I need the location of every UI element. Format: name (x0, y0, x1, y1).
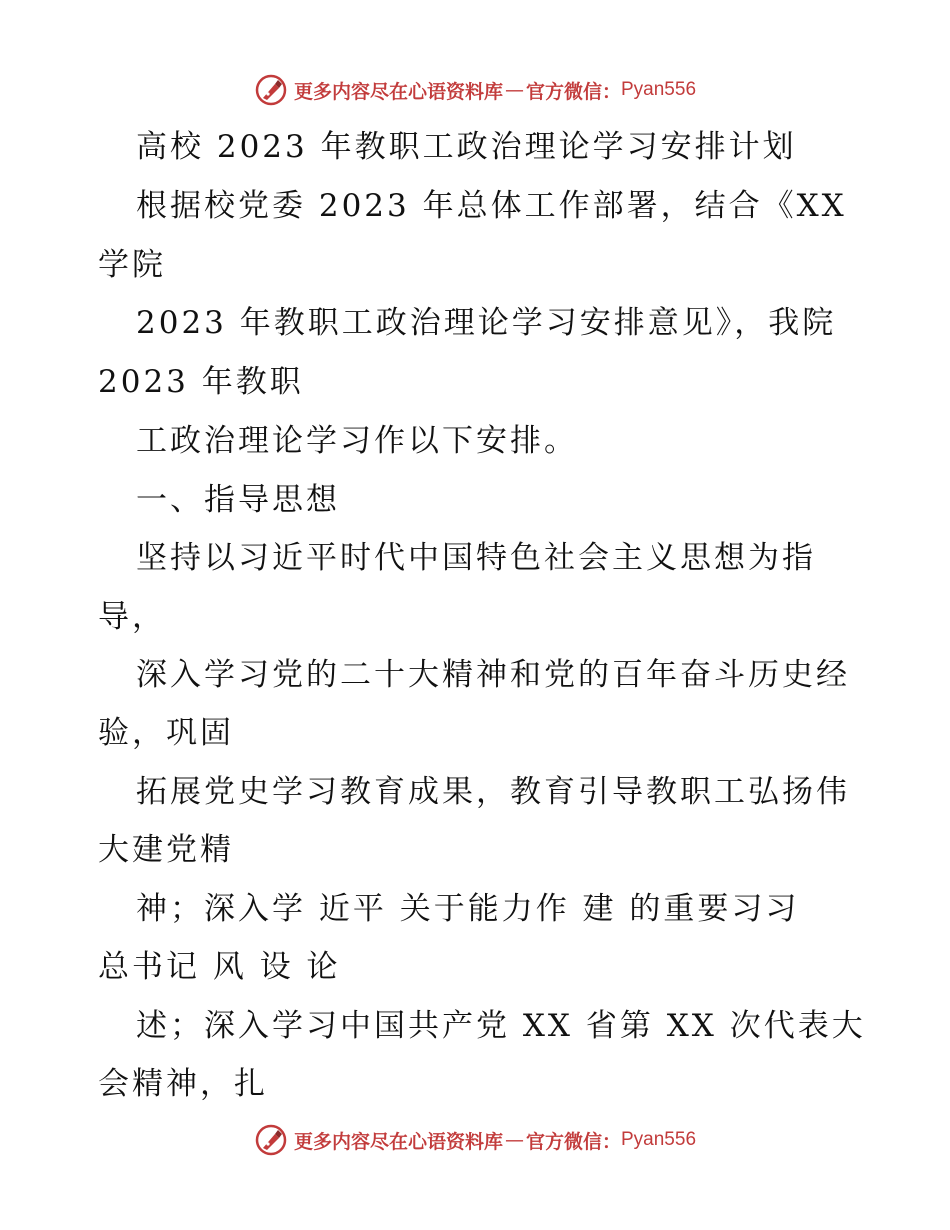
banner-wechat-id: Pyan556 (621, 1129, 697, 1150)
paragraph-line: 会精神，扎 (98, 1066, 268, 1102)
paragraph-line: 根据校党委 2023 年总体工作部署，结合《XX (136, 188, 847, 224)
paragraph-line: 大建党精 (98, 832, 234, 868)
banner-text (294, 1127, 696, 1154)
paragraph-line: 坚持以习近平时代中国特色社会主义思想为指 (136, 540, 816, 576)
banner-wechat-label: 官方微信： (525, 80, 621, 103)
banner-separator: — (504, 1129, 524, 1151)
paragraph-line: 2023 年教职工政治理论学习安排意见》，我院 (136, 305, 837, 341)
paragraph-line: 工政治理论学习作以下安排。 (136, 423, 578, 459)
paragraph-line: 2023 年教职 (98, 364, 304, 400)
paragraph-line: 导， (98, 599, 166, 635)
paragraph-line: 学院 (98, 247, 166, 283)
document-title: 高校 2023 年教职工政治理论学习安排计划 (136, 129, 797, 165)
header-banner (0, 70, 950, 110)
pen-nib-logo-icon (254, 1123, 288, 1157)
paragraph-line: 验，巩固 (98, 715, 234, 751)
footer-banner (0, 1120, 950, 1160)
section-heading: 一、指导思想 (136, 482, 340, 518)
paragraph-line: 总书记 风 设 论 (98, 949, 341, 985)
banner-separator: — (504, 79, 524, 101)
banner-wechat-id: Pyan556 (621, 79, 697, 100)
banner-main-text: 更多内容尽在心语资料库 (293, 80, 503, 103)
paragraph-line: 述；深入学习中国共产党 XX 省第 XX 次代表大 (136, 1008, 866, 1044)
paragraph-line: 神；深入学 近平 关于能力作 建 的重要习习 (136, 891, 800, 927)
banner-main-text: 更多内容尽在心语资料库 (293, 1130, 503, 1153)
banner-text (294, 77, 696, 104)
paragraph-line: 深入学习党的二十大精神和党的百年奋斗历史经 (136, 657, 850, 693)
paragraph-line: 拓展党史学习教育成果，教育引导教职工弘扬伟 (136, 774, 850, 810)
pen-nib-logo-icon (254, 73, 288, 107)
banner-wechat-label: 官方微信： (525, 1130, 621, 1153)
